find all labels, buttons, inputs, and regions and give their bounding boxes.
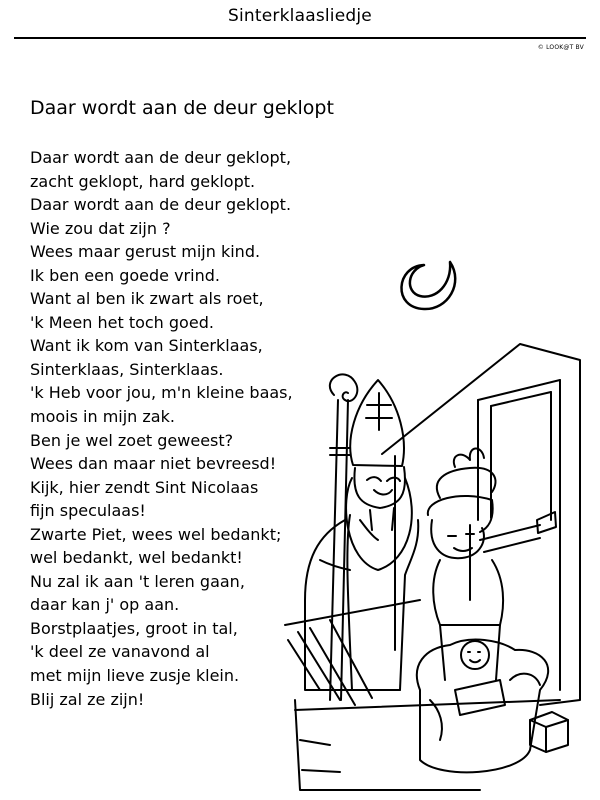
lyric-line: 'k deel ze vanavond al (30, 642, 210, 662)
lyric-line: 'k Heb voor jou, m'n kleine baas, (30, 383, 293, 403)
gift-box (530, 712, 568, 752)
copyright-notice: © LOOK@T BV (537, 44, 584, 51)
lyric-line: Kijk, hier zendt Sint Nicolaas (30, 477, 259, 497)
lyric-line: Zwarte Piet, wees wel bedankt; (30, 524, 282, 544)
lyric-line: Sinterklaas, Sinterklaas. (30, 359, 224, 379)
lyric-line: Want al ben ik zwart als roet, (30, 289, 264, 309)
lyric-line: Borstplaatjes, groot in tal, (30, 618, 238, 638)
page-title: Sinterklaasliedje (228, 6, 372, 26)
lyric-line: Wees maar gerust mijn kind. (30, 242, 261, 262)
present-sack (417, 640, 548, 773)
lyric-line: Nu zal ik aan 't leren gaan, (30, 571, 245, 591)
lyric-line: Ik ben een goede vrind. (30, 265, 220, 285)
song-title: Daar wordt aan de deur geklopt (30, 97, 334, 119)
lyric-line: Daar wordt aan de deur geklopt, (30, 148, 292, 167)
lyric-line: Wees dan maar niet bevreesd! (30, 454, 277, 474)
lyric-line: Ben je wel zoet geweest? (30, 430, 234, 450)
lyric-line: zacht geklopt, hard geklopt. (30, 171, 256, 191)
lyric-line: wel bedankt, wel bedankt! (30, 548, 243, 568)
crescent-moon-icon (401, 262, 455, 309)
lyric-line: Blij zal ze zijn! (30, 689, 145, 709)
lyric-line: moois in mijn zak. (30, 407, 175, 427)
lyric-line: met mijn lieve zusje klein. (30, 666, 240, 686)
sinterklaas-figure (305, 374, 418, 700)
lyric-line: Want ik kom van Sinterklaas, (30, 336, 263, 356)
lyric-line: daar kan j' op aan. (30, 595, 180, 615)
lyric-line: fijn speculaas! (30, 501, 146, 521)
lyric-line: 'k Meen het toch goed. (30, 312, 214, 332)
lyric-line: Wie zou dat zijn ? (30, 218, 171, 238)
lyric-line: Daar wordt aan de deur geklopt. (30, 195, 292, 215)
